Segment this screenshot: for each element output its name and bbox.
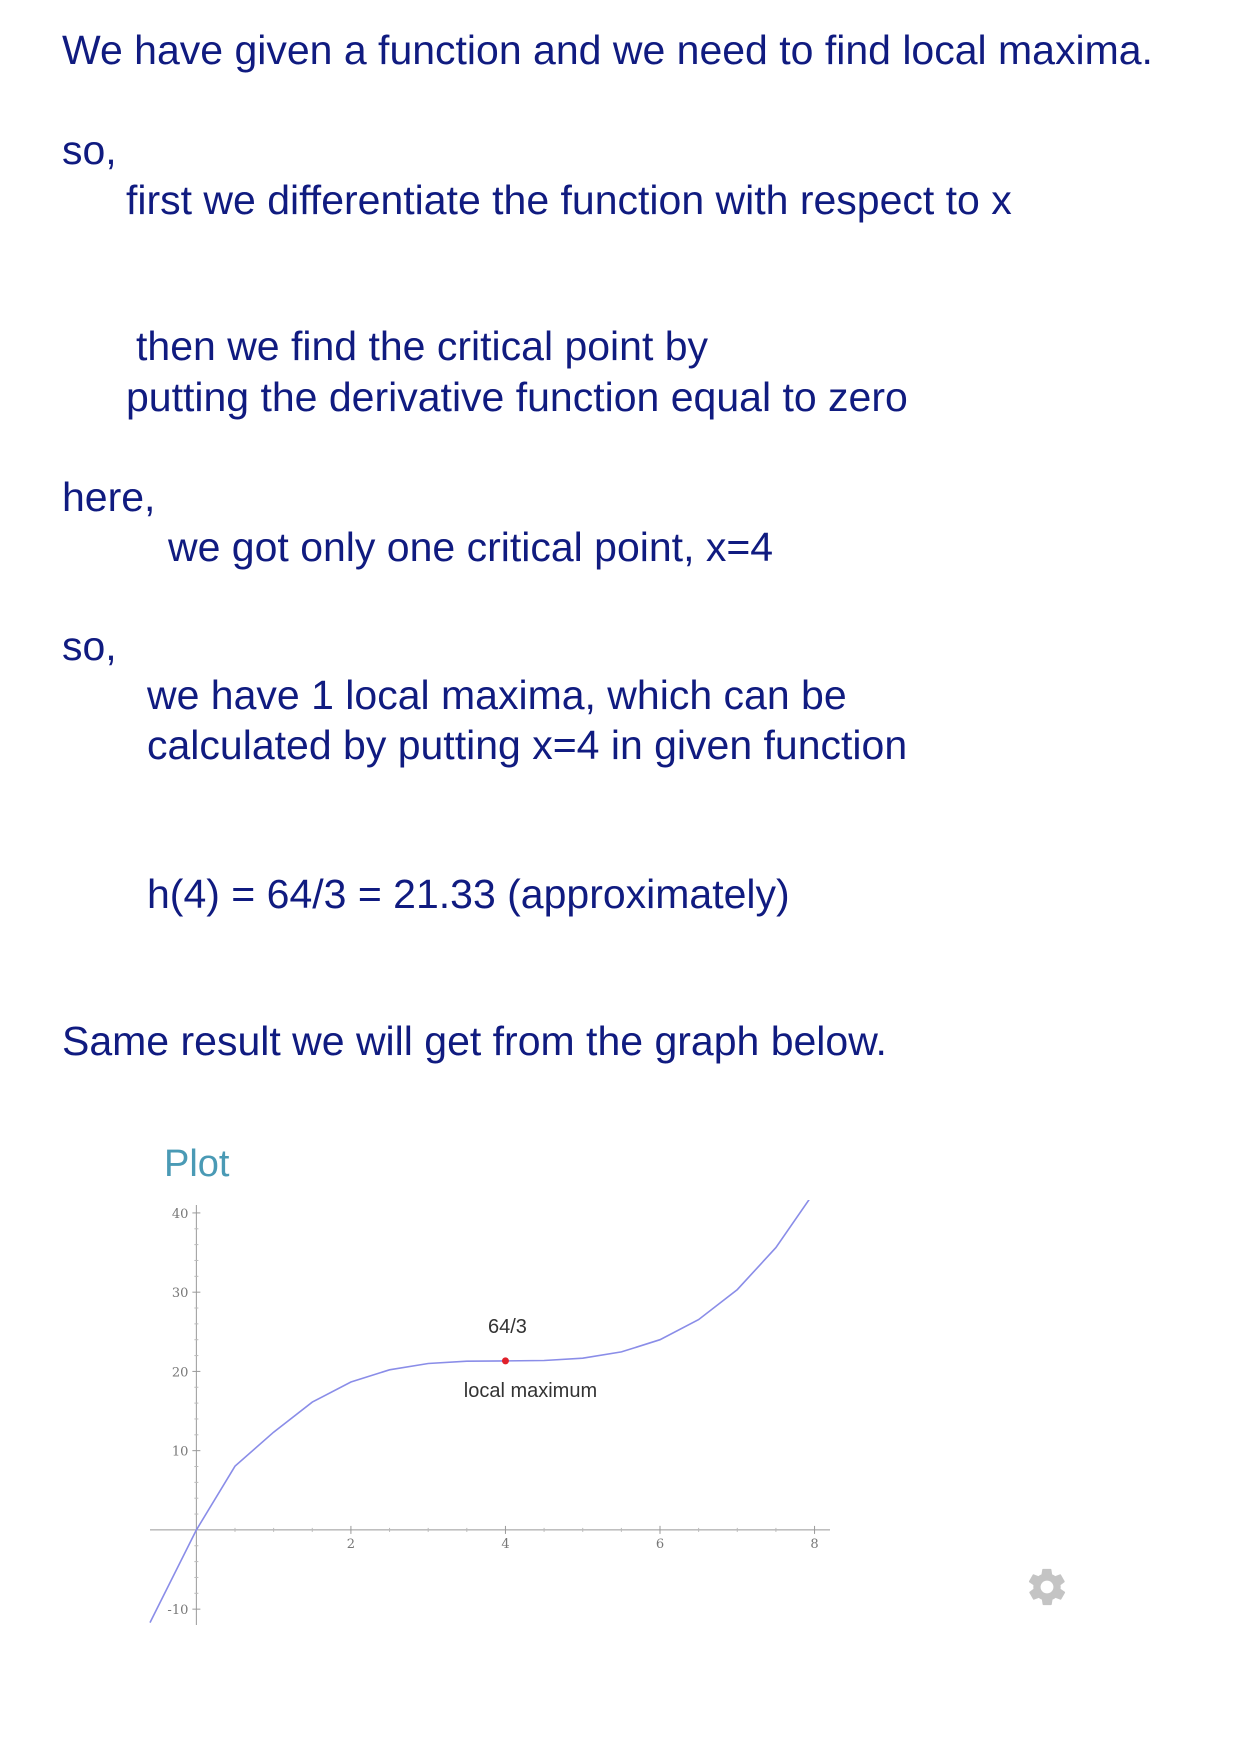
so-label-1: so, (62, 127, 117, 173)
y-tick-label: 30 (171, 1286, 189, 1302)
gear-icon[interactable] (1025, 1565, 1069, 1609)
y-tick-label: 10 (171, 1444, 189, 1460)
local-max-text-1: we have 1 local maxima, which can be (147, 672, 847, 718)
critical-point-result: we got only one critical point, x=4 (168, 524, 774, 570)
function-curve (150, 1200, 830, 1623)
here-label: here, (62, 474, 156, 520)
plot-title: Plot (164, 1143, 230, 1185)
step-critical-point-1: then we find the critical point by (136, 323, 709, 369)
y-tick-label: -10 (167, 1603, 189, 1619)
local-max-annotation: local maximum (463, 1379, 598, 1402)
y-tick-label: 40 (171, 1206, 189, 1222)
point-value-label: 64/3 (487, 1315, 527, 1338)
graph-intro: Same result we will get from the graph below. (62, 1018, 887, 1064)
x-tick-label: 6 (655, 1536, 665, 1552)
y-tick-label: 20 (171, 1365, 189, 1381)
x-tick-label: 4 (501, 1536, 510, 1552)
x-tick-label: 2 (346, 1536, 356, 1552)
local-max-point (502, 1357, 509, 1364)
step-differentiate: first we differentiate the function with respect to x (126, 177, 1012, 223)
intro-text: We have given a function and we need to find local maxima. (62, 27, 1153, 73)
so-label-2: so, (62, 623, 117, 669)
function-plot (140, 1200, 840, 1630)
step-critical-point-2: putting the derivative function equal to zero (126, 374, 908, 420)
local-max-text-2: calculated by putting x=4 in given function (147, 722, 908, 768)
x-tick-label: 8 (810, 1536, 819, 1552)
max-value: h(4) = 64/3 = 21.33 (approximately) (147, 871, 790, 917)
